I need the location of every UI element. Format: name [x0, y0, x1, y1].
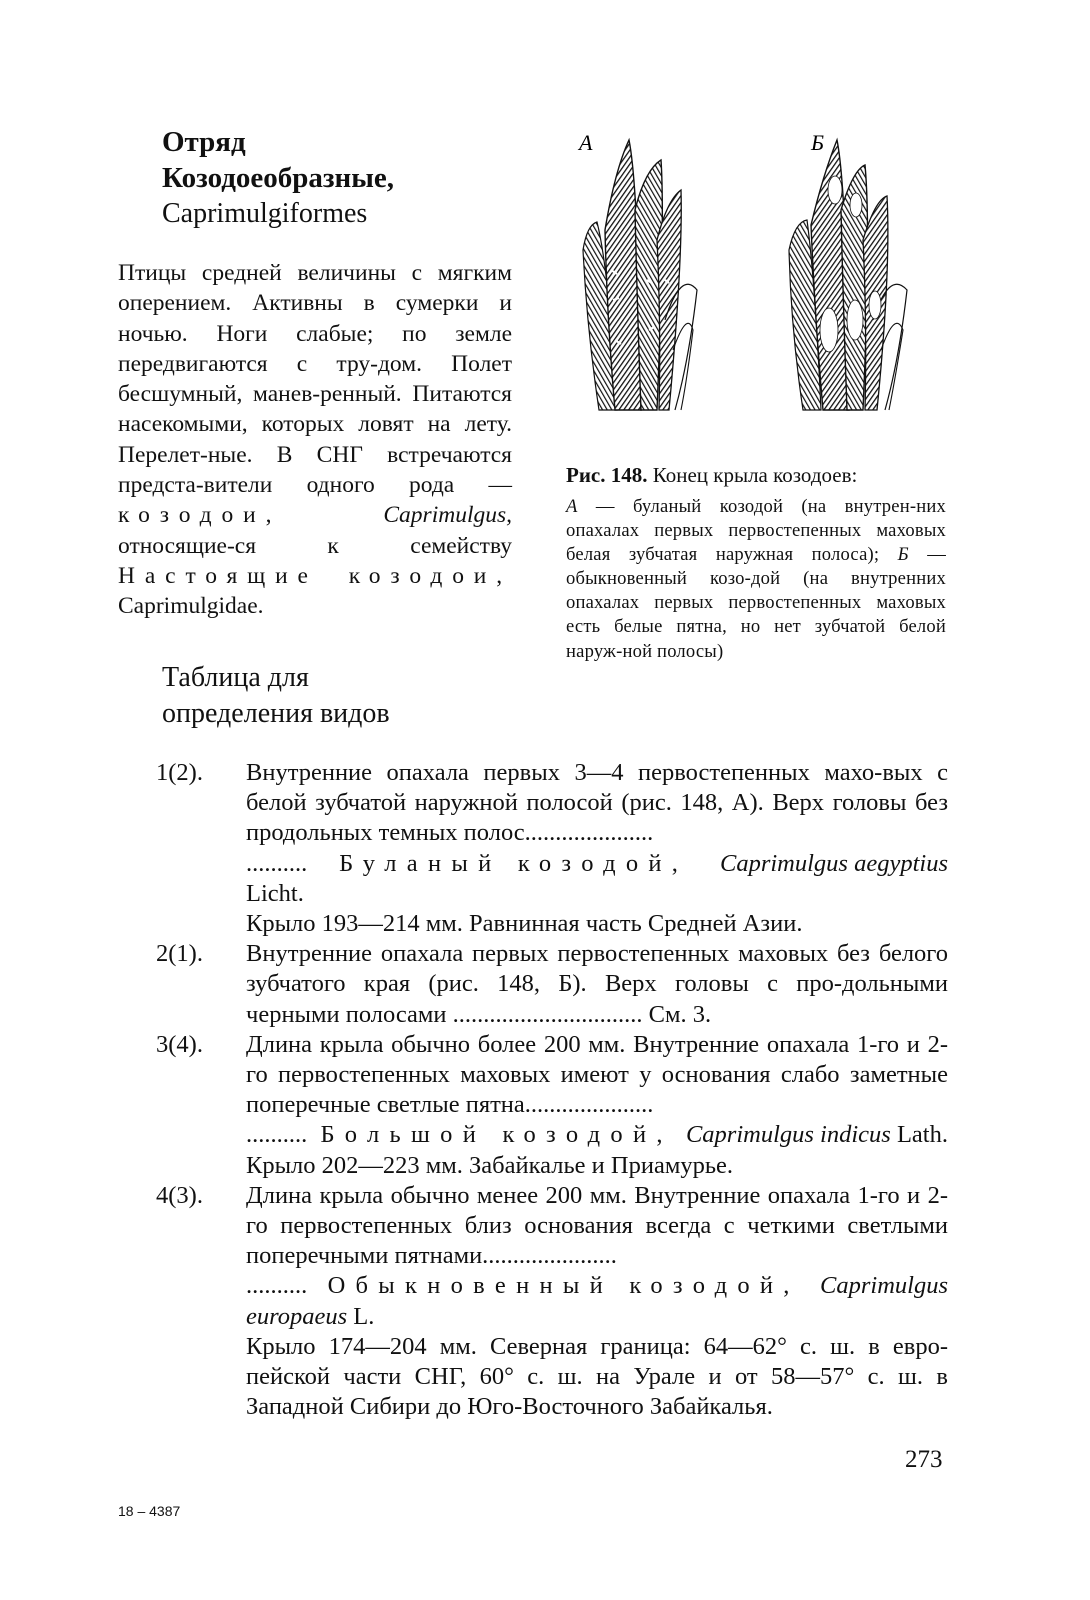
key-entry-3 [118, 1030, 948, 1181]
species-latin-group [686, 1120, 948, 1150]
intro-text-mid: относящие-ся к семейству [118, 532, 512, 559]
species-latin-genus: Caprimulgus [820, 1272, 948, 1300]
key-entry-4 [118, 1181, 948, 1423]
species-ru: Большой козодой, [320, 1121, 673, 1149]
species-ru: Буланый козодой, [339, 849, 689, 877]
key-entry-2 [118, 939, 948, 1030]
key-entry-text: Длина крыла обычно менее 200 мм. Внутренние опахала 1-го и 2-го первостепенных близ основания всегда с четкими светлыми поперечными пятнами...................... [246, 1181, 948, 1270]
genus-ru: козодои, [118, 502, 282, 529]
key-entry-number: 3(4). [156, 1030, 203, 1058]
key-entry-body [246, 1030, 948, 1181]
caption-b-letter: Б [897, 544, 909, 566]
dots: .......... [246, 1121, 308, 1149]
order-title-line1: Отряд [162, 126, 246, 158]
key-entry-number: 2(1). [156, 940, 203, 968]
figure-subtitle: Конец крыла козодоев: [652, 463, 858, 487]
key-entry-1 [118, 758, 948, 939]
intro-text-start: Птицы средней величины с мягким оперением. Активны в сумерки и ночью. Ноги слабые; по земле передвигаются с тру-дом. Полет бесшумный, манев-ренный. Питаются насекомыми, которых ловят на лету. Перелет-ные. В СНГ встречаются предста-вители одного рода — [118, 260, 512, 499]
order-title-line2: Козодоеобразные, [162, 162, 395, 194]
species-author: Licht. [246, 879, 304, 907]
key-entry-text: Длина крыла обычно более 200 мм. Внутренние опахала 1-го и 2-го первостепенных маховых имеют у основания слабо заметные поперечные светлые пятна..................... [246, 1030, 948, 1119]
caption-b-text: — обыкновенный козо-дой (на внутренних опахалах первых первостепенных маховых есть белые пятна, но нет зубчатой белой наруж-ной полосы) [566, 544, 946, 662]
key-title [162, 660, 390, 732]
species-latin-epithet: europaeus [246, 1302, 348, 1330]
wing-a-drawing [583, 140, 697, 410]
species-line [246, 849, 948, 879]
figure-label-b: Б [811, 130, 824, 155]
printer-signature: 18 – 4387 [118, 1503, 181, 1519]
key-title-line1: Таблица для [162, 662, 309, 693]
page-number: 273 [905, 1446, 943, 1473]
intro-paragraph [118, 258, 512, 622]
order-latin-name: Caprimulgiformes [162, 198, 368, 229]
dots: .......... [246, 1272, 308, 1300]
species-author: Lath. [896, 1121, 948, 1149]
key-title-line2: определения видов [162, 698, 390, 729]
key-entry-body [246, 758, 948, 939]
key-entry-body [246, 939, 948, 1030]
species-latin: Caprimulgus aegyptius [720, 849, 948, 877]
key-entry-body [246, 1181, 948, 1423]
caption-a-text: — буланый козодой (на внутрен-них опахалах первых первостепенных маховых белая зубчатая наружная полоса); [566, 496, 946, 566]
species-note: Крыло 174—204 мм. Северная граница: 64—62° с. ш. в евро-пейской части СНГ, 60° с. ш. на Урале и от 58—57° с. ш. в Западной Сибири до Юго-Восточного Забайкалья. [246, 1332, 948, 1421]
figure-label-a: А [579, 130, 593, 155]
family-ru: Настоящие козодои, [118, 562, 512, 589]
key-entry-number: 1(2). [156, 759, 203, 786]
species-line [246, 1120, 948, 1150]
key-entry-ref: См. 3. [648, 1000, 712, 1028]
wing-b-drawing [789, 140, 907, 410]
species-latin-line [246, 1302, 948, 1332]
order-title [162, 124, 394, 196]
genus-latin: Caprimulgus, [383, 502, 512, 529]
dots: .......... [246, 849, 308, 877]
species-note: Крыло 202—223 мм. Забайкалье и Приамурье. [246, 1151, 733, 1179]
wing-figure [565, 130, 945, 420]
figure-number: Рис. 148. [566, 463, 648, 487]
key-entry-text: Внутренние опахала первых первостепенных маховых без белого зубчатого края (рис. 148, Б). Верх головы с про-дольными черными полосами ............................... [246, 940, 948, 1028]
identification-key [118, 758, 948, 1422]
figure-caption-title [566, 462, 857, 488]
species-latin: Caprimulgus indicus [685, 1121, 891, 1149]
caption-a-letter: А [566, 496, 578, 517]
family-latin: Caprimulgidae. [118, 593, 264, 620]
key-entry-number: 4(3). [156, 1181, 203, 1209]
species-author: L. [353, 1302, 375, 1330]
species-ru: Обыкновенный козодой, [327, 1272, 800, 1300]
species-note: Крыло 193—214 мм. Равнинная часть Средней Азии. [246, 910, 803, 938]
key-entry-text: Внутренние опахала первых 3—4 первостепенных махо-вых с белой зубчатой наружной полосой (рис. 148, А). Верх головы без продольных темных полос..................... [246, 759, 948, 847]
figure-caption-text [566, 495, 946, 664]
species-line [246, 1271, 948, 1301]
